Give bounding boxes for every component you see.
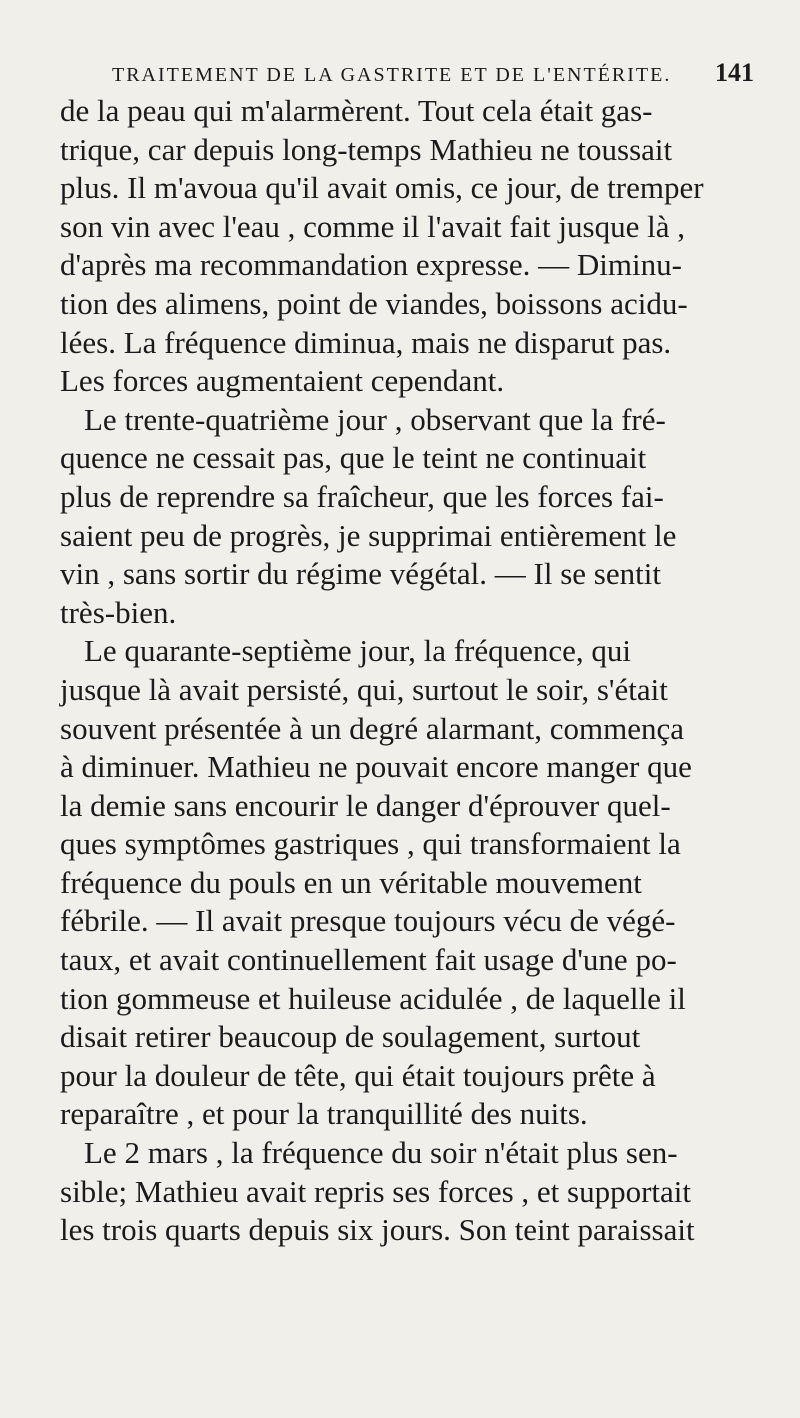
text-line: plus de reprendre sa fraîcheur, que les forces fai- — [60, 478, 664, 514]
text-line: tion gommeuse et huileuse acidulée , de laquelle il — [60, 980, 686, 1016]
text-line: quence ne cessait pas, que le teint ne continuait — [60, 440, 647, 476]
text-line: la demie sans encourir le danger d'éprouver quel- — [60, 787, 671, 823]
text-line: fréquence du pouls en un véritable mouvement — [60, 864, 642, 900]
text-line: Les forces augmentaient cependant. — [60, 363, 505, 399]
text-line: son vin avec l'eau , comme il l'avait fait jusque là , — [60, 208, 685, 244]
paragraph-start-line: Le quarante-septième jour, la fréquence, qui — [84, 633, 632, 669]
text-line: souvent présentée à un degré alarmant, commença — [60, 710, 685, 746]
text-line: vin , sans sortir du régime végétal. — Il se sentit — [60, 556, 661, 592]
text-line: à diminuer. Mathieu ne pouvait encore manger que — [60, 749, 692, 785]
text-line: de la peau qui m'alarmèrent. Tout cela était gas- — [60, 93, 653, 128]
text-line: saient peu de progrès, je supprimai entièrement le — [60, 517, 677, 553]
text-line: ques symptômes gastriques , qui transformaient la — [60, 826, 681, 862]
text-line: très-bien. — [60, 594, 177, 630]
text-line: reparaître , et pour la tranquillité des nuits. — [60, 1096, 588, 1132]
text-line: trique, car depuis long-temps Mathieu ne toussait — [60, 131, 673, 167]
text-line: fébrile. — Il avait presque toujours vécu de végé- — [60, 903, 676, 939]
body-text — [60, 92, 750, 1250]
text-line: jusque là avait persisté, qui, surtout le soir, s'était — [60, 671, 668, 707]
text-line: sible; Mathieu avait repris ses forces , et supportait — [60, 1173, 692, 1209]
text-line: pour la douleur de tête, qui était toujours prête à — [60, 1057, 656, 1093]
running-head: TRAITEMENT DE LA GASTRITE ET DE L'ENTÉRITE. — [112, 64, 672, 86]
text-line: plus. Il m'avoua qu'il avait omis, ce jour, de tremper — [60, 170, 704, 206]
paragraph-start-line: Le trente-quatrième jour , observant que la fré- — [84, 401, 666, 437]
text-line: taux, et avait continuellement fait usage d'une po- — [60, 942, 677, 978]
paragraph-start-line: Le 2 mars , la fréquence du soir n'était plus sen- — [84, 1135, 678, 1171]
page-number: 141 — [715, 58, 754, 87]
text-line: les trois quarts depuis six jours. Son teint paraissait — [60, 1212, 695, 1248]
text-line: tion des alimens, point de viandes, boissons acidu- — [60, 285, 688, 321]
text-line: lées. La fréquence diminua, mais ne disparut pas. — [60, 324, 672, 360]
text-line: disait retirer beaucoup de soulagement, surtout — [60, 1019, 641, 1055]
text-line: d'après ma recommandation expresse. — Diminu- — [60, 247, 682, 283]
